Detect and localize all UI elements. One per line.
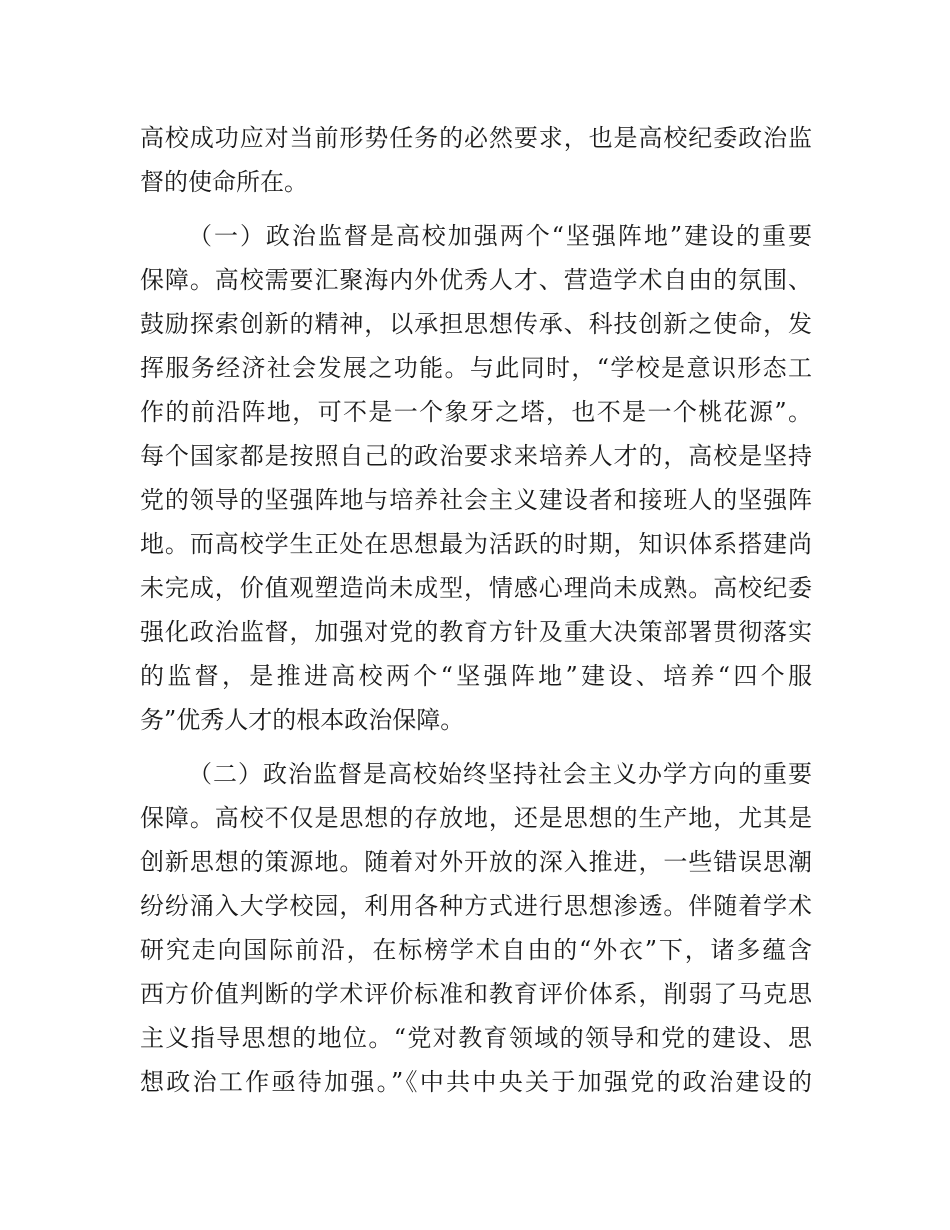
section-1-line-7: 党的领导的坚强阵地与培养社会主义建设者和接班人的坚强阵	[140, 486, 812, 514]
section-1-heading-line: （一）政治监督是高校加强两个“坚强阵地”建设的重要	[188, 222, 812, 250]
paragraph-intro-line-2: 督的使命所在。	[140, 168, 308, 196]
section-1-line-2: 保障。高校需要汇聚海内外优秀人才、营造学术自由的氛围、	[140, 266, 812, 294]
section-2-line-2: 保障。高校不仅是思想的存放地，还是思想的生产地，尤其是	[140, 804, 812, 832]
section-2-line-3: 创新思想的策源地。随着对外开放的深入推进，一些错误思潮	[140, 848, 812, 876]
section-2-line-4: 纷纷涌入大学校园，利用各种方式进行思想渗透。伴随着学术	[140, 892, 812, 920]
paragraph-intro-line-1: 高校成功应对当前形势任务的必然要求，也是高校纪委政治监	[140, 124, 812, 152]
section-2-line-5: 研究走向国际前沿，在标榜学术自由的“外衣”下，诸多蕴含	[140, 936, 812, 964]
section-1-line-4: 挥服务经济社会发展之功能。与此同时，“学校是意识形态工	[140, 354, 812, 382]
section-2-line-7: 主义指导思想的地位。“党对教育领域的领导和党的建设、思	[140, 1024, 812, 1052]
section-1-line-9: 未完成，价值观塑造尚未成型，情感心理尚未成熟。高校纪委	[140, 574, 812, 602]
section-1-line-8: 地。而高校学生正处在思想最为活跃的时期，知识体系搭建尚	[140, 530, 812, 558]
section-1-line-12: 务”优秀人才的根本政治保障。	[140, 706, 465, 734]
section-1-line-10: 强化政治监督，加强对党的教育方针及重大决策部署贯彻落实	[140, 618, 812, 646]
section-2-line-6: 西方价值判断的学术评价标准和教育评价体系，削弱了马克思	[140, 980, 812, 1008]
section-1-line-6: 每个国家都是按照自己的政治要求来培养人才的，高校是坚持	[140, 442, 812, 470]
section-1-line-11: 的监督，是推进高校两个“坚强阵地”建设、培养“四个服	[140, 662, 812, 690]
section-2-line-8: 想政治工作亟待加强。”《中共中央关于加强党的政治建设的	[140, 1068, 812, 1096]
section-1-line-3: 鼓励探索创新的精神，以承担思想传承、科技创新之使命，发	[140, 310, 812, 338]
section-1-line-5: 作的前沿阵地，可不是一个象牙之塔，也不是一个桃花源”。	[140, 398, 812, 426]
section-2-heading-line: （二）政治监督是高校始终坚持社会主义办学方向的重要	[188, 760, 812, 788]
